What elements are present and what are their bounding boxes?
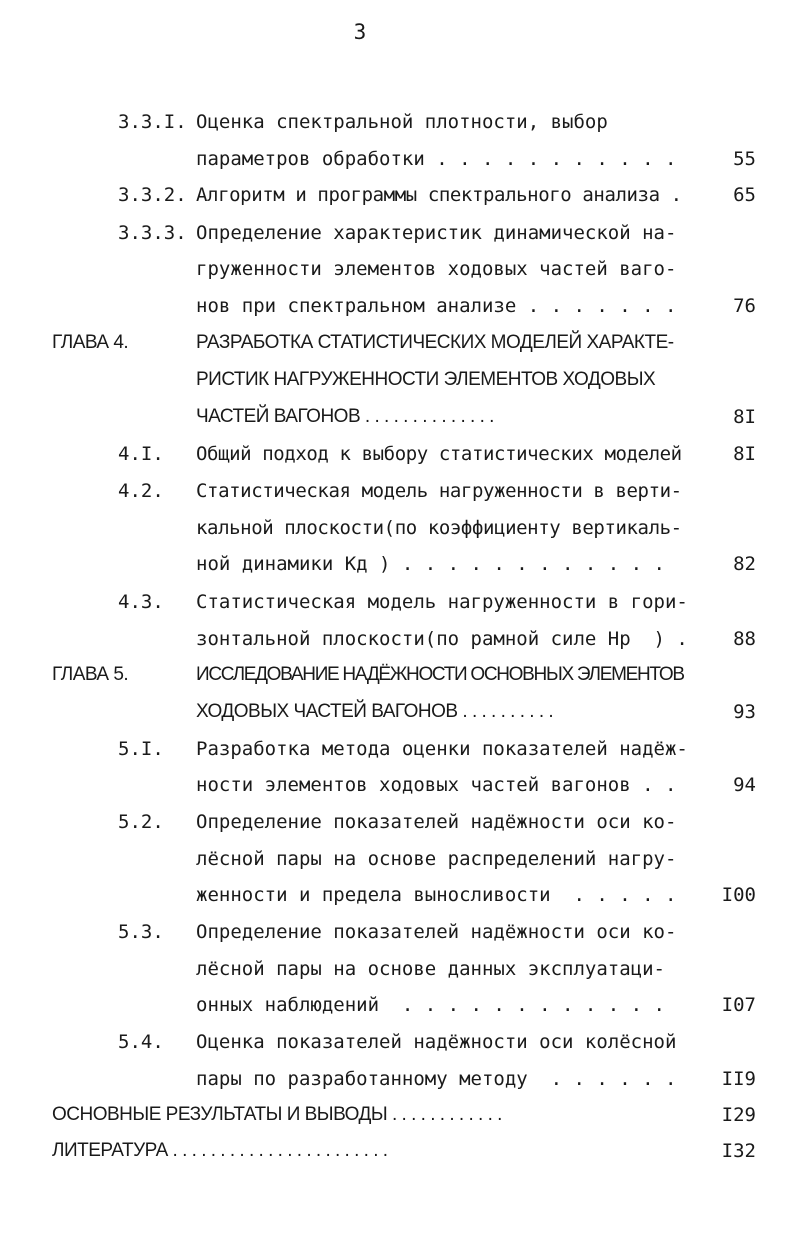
- entry-number: 3.3.I.: [118, 111, 187, 133]
- entry-page: I07: [721, 994, 756, 1016]
- entry-page: 65: [733, 184, 756, 206]
- entry-title: Определение характеристик динамической на-: [196, 222, 677, 244]
- chapter-title: РАЗРАБОТКА СТАТИСТИЧЕСКИХ МОДЕЛЕЙ ХАРАКТЕ-: [196, 332, 674, 353]
- results-heading: ОСНОВНЫЕ РЕЗУЛЬТАТЫ И ВЫВОДЫ . . . . . . . . . . . .: [52, 1104, 502, 1125]
- entry-number: 5.3.: [118, 921, 164, 943]
- entry-title: Оценка спектральной плотности, выбор: [196, 111, 608, 133]
- entry-title-continued: нов при спектральном анализе . . . . . . .: [196, 295, 677, 317]
- entry-number: 4.3.: [118, 591, 164, 613]
- entry-title-continued: груженности элементов ходовых частей ваго-: [196, 258, 677, 280]
- entry-page: 88: [733, 628, 756, 650]
- entry-number: 5.4.: [118, 1031, 164, 1053]
- entry-title-continued: кальной плоскости(по коэффициенту вертикаль-: [196, 517, 682, 539]
- entry-number: 4.2.: [118, 480, 164, 502]
- entry-title: Определение показателей надёжности оси ко-: [196, 921, 677, 943]
- chapter-page: 93: [733, 701, 756, 723]
- entry-title-continued: онных наблюдений . . . . . . . . . . . .: [196, 994, 665, 1016]
- entry-number: 3.3.3.: [118, 222, 187, 244]
- chapter-number: ГЛАВА 4.: [52, 332, 129, 353]
- entry-number: 3.3.2.: [118, 184, 187, 206]
- entry-title-continued: ности элементов ходовых частей вагонов . .: [196, 774, 677, 796]
- entry-title-continued: параметров обработки . . . . . . . . . . .: [196, 148, 677, 170]
- entry-title-continued: ной динамики Кд ) . . . . . . . . . . . .: [196, 553, 665, 575]
- entry-page: 55: [733, 148, 756, 170]
- entry-page: 94: [733, 774, 756, 796]
- entry-title: Определение показателей надёжности оси ко-: [196, 811, 677, 833]
- chapter-title: ИССЛЕДОВАНИЕ НАДЁЖНОСТИ ОСНОВНЫХ ЭЛЕМЕНТОВ: [196, 664, 684, 685]
- chapter-title-continued: ЧАСТЕЙ ВАГОНОВ . . . . . . . . . . . . . .: [196, 406, 494, 427]
- literature-heading: ЛИТЕРАТУРА . . . . . . . . . . . . . . . . . . . . . . .: [52, 1140, 388, 1161]
- entry-title-continued: лёсной пары на основе распределений нагру-: [196, 848, 677, 870]
- entry-title-continued: женности и предела выносливости . . . . .: [196, 884, 677, 906]
- literature-page: I32: [721, 1140, 756, 1162]
- entry-page: I00: [721, 884, 756, 906]
- entry-title: Алгоритм и программы спектрального анализа .: [196, 184, 682, 206]
- results-page: I29: [721, 1104, 756, 1126]
- entry-title: Разработка метода оценки показателей надёж-: [196, 738, 688, 760]
- entry-number: 4.I.: [118, 443, 164, 465]
- entry-page: II9: [721, 1068, 756, 1090]
- entry-page: 76: [733, 295, 756, 317]
- entry-number: 5.2.: [118, 811, 164, 833]
- entry-title-continued: лёсной пары на основе данных эксплуатаци-: [196, 958, 665, 980]
- chapter-number: ГЛАВА 5.: [52, 664, 129, 685]
- chapter-title-continued: ХОДОВЫХ ЧАСТЕЙ ВАГОНОВ . . . . . . . . . .: [196, 701, 554, 722]
- chapter-title-continued: РИСТИК НАГРУЖЕННОСТИ ЭЛЕМЕНТОВ ХОДОВЫХ: [196, 369, 656, 390]
- entry-title-continued: зонтальной плоскости(по рамной силе Нр ) .: [196, 628, 688, 650]
- entry-page: 8I: [733, 443, 756, 465]
- entry-number: 5.I.: [118, 738, 164, 760]
- page-number: 3: [353, 20, 367, 44]
- entry-title: Оценка показателей надёжности оси колёсной: [196, 1031, 677, 1053]
- entry-title: Общий подход к выбору статистических моделей: [196, 443, 682, 465]
- entry-page: 82: [733, 553, 756, 575]
- entry-title: Статистическая модель нагруженности в гори-: [196, 591, 688, 613]
- chapter-page: 8I: [733, 406, 756, 428]
- entry-title-continued: пары по разработанному методу . . . . . .: [196, 1068, 677, 1090]
- entry-title: Статистическая модель нагруженности в верти-: [196, 480, 682, 502]
